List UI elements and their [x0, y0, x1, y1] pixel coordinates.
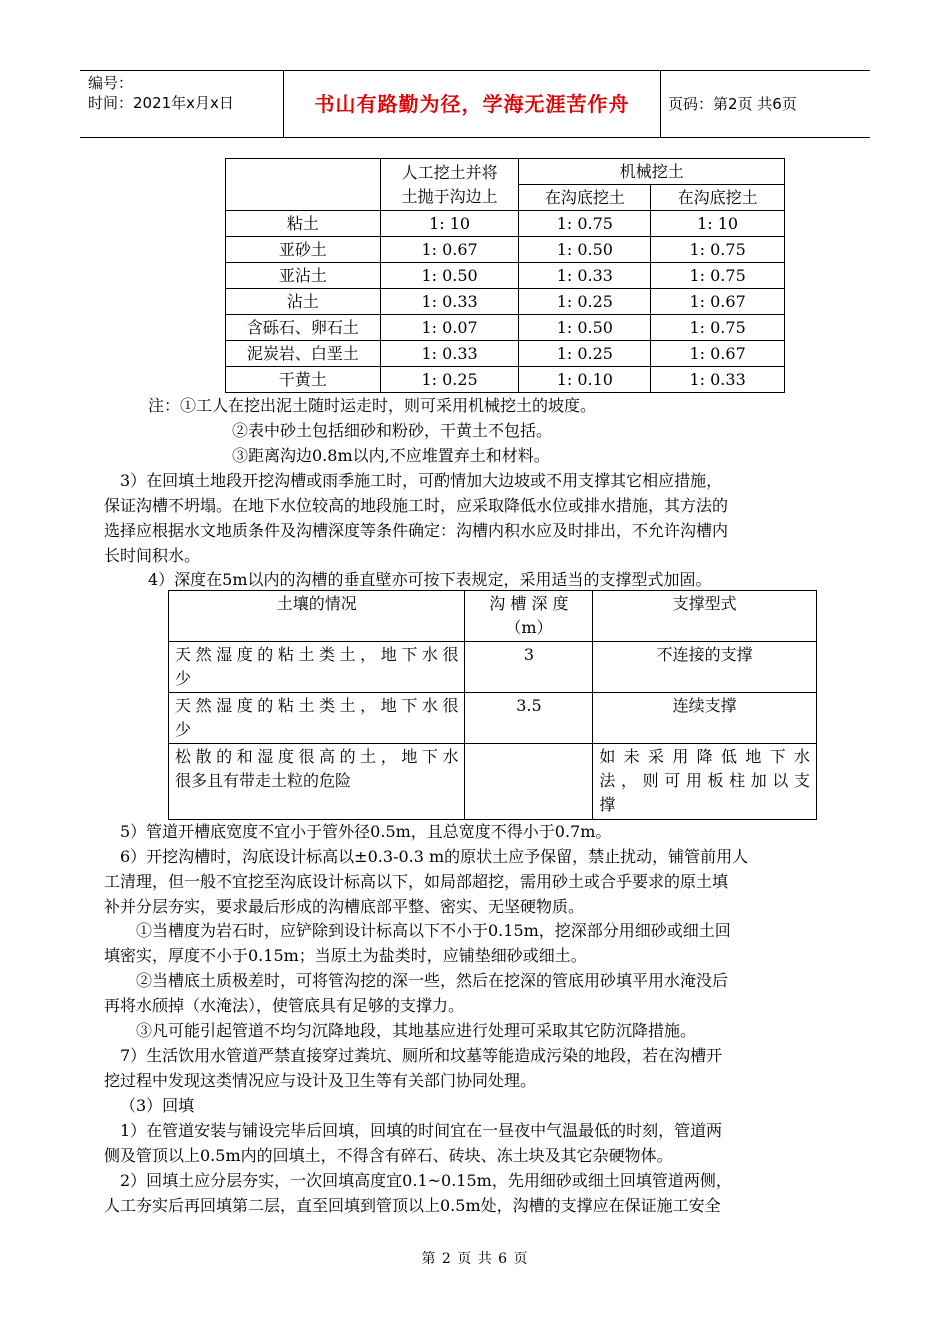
header-page-number: 页码：第2页 共6页	[668, 95, 797, 113]
table-cell-soil	[169, 693, 465, 744]
table-cell-soil: 泥炭岩、白垩土	[226, 341, 381, 367]
table-cell: 1: 0.25	[380, 367, 519, 393]
table-row	[226, 211, 785, 237]
table-header-soil: 土壤的情况	[169, 591, 465, 642]
paragraph-line: 7）生活饮用水管道严禁直接穿过粪坑、厕所和坟墓等能造成污染的地段，若在沟槽开	[120, 1046, 723, 1065]
cell-text: 法，则可用板柱加以支	[599, 771, 810, 790]
table-cell-soil: 含砾石、卵石土	[226, 315, 381, 341]
table-subheader-1: 在沟底挖土	[519, 185, 651, 211]
table-cell-soil: 亚沾土	[226, 263, 381, 289]
table-header-row	[169, 591, 817, 642]
table-row	[226, 289, 785, 315]
table-cell: 1: 10	[651, 211, 785, 237]
table-cell: 1: 0.50	[380, 263, 519, 289]
paragraph-line: 工清理，但一般不宜挖至沟底设计标高以下，如局部超挖，需用砂土或合乎要求的原土填	[104, 872, 729, 891]
paragraph-line: 2）回填土应分层夯实，一次回填高度宜0.1~0.15m，先用细砂或细土回填管道两侧，	[120, 1171, 732, 1190]
support-type-table	[168, 590, 817, 820]
table-cell-depth	[465, 744, 593, 820]
paragraph-line: （3）回填	[120, 1096, 195, 1115]
table-cell-soil: 亚砂土	[226, 237, 381, 263]
table-cell: 1: 0.33	[519, 263, 651, 289]
paragraph-line: 侧及管顶以上0.5m内的回填土，不得含有碎石、砖块、冻土块及其它杂硬物体。	[104, 1146, 673, 1165]
table-cell: 1: 0.25	[519, 341, 651, 367]
table-cell: 1: 0.33	[651, 367, 785, 393]
header-text: 土抛于沟边上	[401, 186, 498, 206]
note-2: ②表中砂土包括细砂和粉砂，干黄土不包括。	[232, 421, 553, 440]
table-header-depth	[465, 591, 593, 642]
paragraph-line: 6）开挖沟槽时，沟底设计标高以±0.3-0.3 m的原状土应予保留，禁止扰动，铺管前用人	[120, 847, 749, 866]
table-row	[226, 263, 785, 289]
paragraph-line: 长时间积水。	[104, 546, 201, 565]
slope-ratio-table	[225, 158, 785, 393]
table-cell-support: 连续支撑	[593, 693, 817, 744]
table-cell: 1: 0.75	[651, 263, 785, 289]
paragraph-line: 补并分层夯实，要求最后形成的沟槽底部平整、密实、无坚硬物质。	[104, 897, 585, 916]
table-cell-depth: 3.5	[465, 693, 593, 744]
table-header-row	[226, 159, 785, 185]
table-cell: 1: 10	[380, 211, 519, 237]
paragraph-line: 选择应根据水文地质条件及沟槽深度等条件确定：沟槽内积水应及时排出，不允许沟槽内	[104, 521, 729, 540]
paragraph-line: 4）深度在5m以内的沟槽的垂直壁亦可按下表规定，采用适当的支撑型式加固。	[148, 570, 712, 589]
table-cell-soil	[169, 642, 465, 693]
table-row	[226, 341, 785, 367]
table-cell: 1: 0.75	[651, 237, 785, 263]
document-number-label: 编号：	[88, 74, 134, 92]
table-header-machine: 机械挖土	[519, 159, 785, 185]
cell-text: 少	[175, 720, 192, 739]
document-time-label: 时间：2021年x月x日	[88, 94, 234, 112]
table-cell-soil: 沾土	[226, 289, 381, 315]
table-cell-soil: 粘土	[226, 211, 381, 237]
header-text: （m）	[505, 618, 553, 637]
paragraph-line: 1）在管道安装与铺设完毕后回填，回填的时间宜在一昼夜中气温最低的时刻，管道两	[120, 1121, 723, 1140]
cell-text: 天然湿度的粘土类土，地下水很	[175, 645, 459, 664]
cell-text: 少	[175, 669, 192, 688]
cell-text: 很多且有带走土粒的危险	[175, 771, 352, 790]
table-cell: 1: 0.50	[519, 237, 651, 263]
table-row	[226, 315, 785, 341]
table-cell-depth: 3	[465, 642, 593, 693]
table-row	[226, 367, 785, 393]
paragraph-line: ②当槽底土质极差时，可将管沟挖的深一些，然后在挖深的管底用砂填平用水淹没后	[136, 971, 729, 990]
table-row	[226, 237, 785, 263]
note-3: ③距离沟边0.8m以内,不应堆置弃土和材料。	[232, 446, 550, 465]
page-footer: 第 2 页 共 6 页	[421, 1251, 529, 1267]
header-motto: 书山有路勤为径，学海无涯苦作舟	[284, 71, 661, 137]
paragraph-line: 3）在回填土地段开挖沟槽或雨季施工时，可酌情加大边坡或不用支撑其它相应措施，	[120, 471, 723, 490]
page-header	[80, 70, 870, 138]
table-cell: 1: 0.75	[519, 211, 651, 237]
paragraph-line: 保证沟槽不坍塌。在地下水位较高的地段施工时，应采取降低水位或排水措施，其方法的	[104, 496, 729, 515]
table-header-manual	[380, 159, 519, 211]
table-row	[169, 693, 817, 744]
table-cell: 1: 0.67	[380, 237, 519, 263]
table-subheader-2: 在沟底挖土	[651, 185, 785, 211]
cell-text: 天然湿度的粘土类土，地下水很	[175, 696, 459, 715]
table-cell: 1: 0.10	[519, 367, 651, 393]
paragraph-line: 再将水颀掉（水淹法），使管底具有足够的支撑力。	[104, 996, 465, 1015]
table-header-support: 支撑型式	[593, 591, 817, 642]
table-cell-support	[593, 744, 817, 820]
paragraph-line: 挖过程中发现这类情况应与设计及卫生等有关部门协同处理。	[104, 1071, 537, 1090]
header-text: 沟 槽 深 度	[489, 594, 569, 613]
table-cell: 1: 0.67	[651, 289, 785, 315]
paragraph-line: ①当槽度为岩石时，应铲除到设计标高以下不小于0.15m，挖深部分用细砂或细土回	[136, 921, 731, 940]
table-cell: 1: 0.33	[380, 341, 519, 367]
paragraph-line: 填密实，厚度不小于0.15m；当原土为盐类时，应铺垫细砂或细土。	[104, 946, 587, 965]
cell-text: 松散的和湿度很高的土，地下水	[175, 747, 459, 766]
table-cell-soil: 干黄土	[226, 367, 381, 393]
table-row	[169, 744, 817, 820]
table-cell: 1: 0.75	[651, 315, 785, 341]
table-cell-soil	[169, 744, 465, 820]
table-cell: 1: 0.33	[380, 289, 519, 315]
cell-text: 撑	[599, 795, 616, 814]
paragraph-line: ③凡可能引起管道不均匀沉降地段，其地基应进行处理可采取其它防沉降措施。	[136, 1021, 697, 1040]
table-cell: 1: 0.67	[651, 341, 785, 367]
cell-text: 如未采用降低地下水	[599, 747, 810, 766]
table-header-empty	[226, 159, 381, 211]
table-row	[169, 642, 817, 693]
note-1: 注：①工人在挖出泥土随时运走时，则可采用机械挖土的坡度。	[148, 396, 597, 415]
paragraph-line: 5）管道开槽底宽度不宜小于管外径0.5m，且总宽度不得小于0.7m。	[120, 822, 612, 841]
table-cell: 1: 0.25	[519, 289, 651, 315]
table-cell: 1: 0.50	[519, 315, 651, 341]
paragraph-line: 人工夯实后再回填第二层，直至回填到管顶以上0.5m处，沟槽的支撑应在保证施工安全	[104, 1196, 721, 1215]
table-cell: 1: 0.07	[380, 315, 519, 341]
header-meta	[80, 71, 284, 137]
header-text: 人工挖土并将	[401, 162, 498, 182]
table-cell-support: 不连接的支撑	[593, 642, 817, 693]
